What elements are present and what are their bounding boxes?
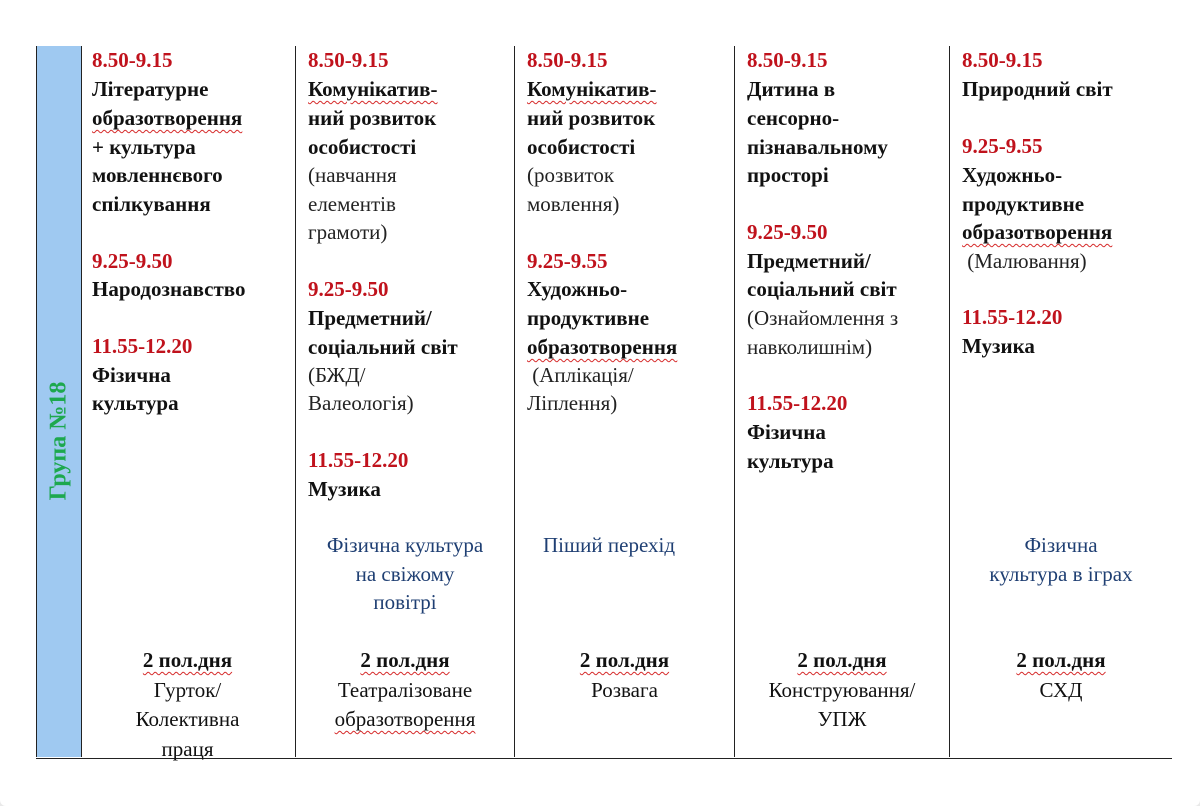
afternoon-heading: 2 пол.дня — [579, 648, 670, 672]
outdoor-activity — [950, 531, 1172, 588]
lesson-subject: Фізична — [92, 363, 171, 387]
outdoor-activity — [296, 531, 514, 617]
lesson-time: 8.50-9.15 — [308, 48, 389, 72]
lesson-subject: Літературне — [92, 77, 209, 101]
outdoor-line: Фізична — [1024, 533, 1098, 557]
lesson-time: 8.50-9.15 — [962, 48, 1043, 72]
afternoon-heading: 2 пол.дня — [360, 648, 450, 672]
lesson-subject: Музика — [962, 334, 1035, 358]
afternoon-activity: Гурток/ — [153, 677, 222, 702]
lesson-note: (БЖД/ — [308, 363, 366, 387]
lesson-time: 11.55-12.20 — [308, 448, 409, 472]
lesson-subject: Комунікатив- — [527, 77, 657, 101]
lesson-subject: соціальний світ — [308, 335, 458, 359]
afternoon-activity: Театралізоване — [337, 677, 473, 702]
afternoon-block — [296, 646, 514, 735]
lesson-subject: просторі — [747, 163, 829, 187]
lesson-subject: Художньо- — [527, 277, 628, 301]
lesson-subject: образотворення — [92, 106, 243, 130]
lesson-subject: Комунікатив- — [308, 77, 438, 101]
lesson-subject: соціальний світ — [747, 277, 897, 301]
day-column-4 — [735, 46, 950, 757]
lesson-time: 11.55-12.20 — [962, 305, 1063, 329]
lesson-time: 11.55-12.20 — [747, 391, 848, 415]
day-column-3 — [515, 46, 735, 757]
lesson-subject: Природний світ — [962, 77, 1113, 101]
afternoon-activity: Колективна — [135, 707, 240, 731]
lesson-subject: сенсорно- — [747, 106, 840, 130]
lesson-note: Валеологія) — [308, 391, 414, 415]
lesson-subject: ний розвиток — [527, 106, 656, 130]
lesson-subject: ний розвиток — [308, 106, 437, 130]
lesson-time: 9.25-9.50 — [747, 220, 828, 244]
lesson-time: 9.25-9.50 — [308, 277, 389, 301]
group-header-cell — [36, 46, 82, 757]
lesson-note: мовлення) — [527, 192, 620, 216]
lesson-subject: мовленнєвого — [92, 163, 223, 187]
lesson-subject: Музика — [308, 477, 381, 501]
lesson-time: 9.25-9.50 — [92, 249, 173, 273]
lesson-time: 8.50-9.15 — [527, 48, 608, 72]
lesson-note: грамоти) — [308, 220, 388, 244]
day-column-5 — [950, 46, 1172, 757]
lesson-time: 9.25-9.55 — [527, 249, 608, 273]
lesson-time: 8.50-9.15 — [747, 48, 828, 72]
outdoor-activity — [543, 531, 734, 560]
afternoon-block — [950, 646, 1172, 705]
lesson-note: навколишнім) — [747, 335, 873, 359]
outdoor-line: культура в іграх — [989, 561, 1133, 586]
day-column-1 — [80, 46, 296, 761]
afternoon-activity: Конструювання/ — [768, 677, 916, 702]
lesson-note: елементів — [308, 192, 396, 216]
afternoon-activity: Розвага — [591, 677, 658, 702]
schedule-table — [36, 46, 1172, 759]
afternoon-block — [735, 646, 949, 735]
lesson-note: (Аплікація/ — [527, 363, 634, 387]
afternoon-heading: 2 пол.дня — [142, 648, 233, 672]
lesson-subject: образотворення — [527, 335, 678, 359]
afternoon-heading: 2 пол.дня — [797, 648, 887, 672]
lesson-subject: продуктивне — [527, 306, 650, 330]
lesson-subject: культура — [747, 449, 834, 473]
lesson-subject: Предметний/ — [308, 306, 432, 330]
outdoor-line: на свіжому — [355, 561, 455, 586]
group-label: Група №18 — [45, 381, 72, 501]
lesson-subject: + культура — [92, 135, 196, 159]
afternoon-heading: 2 пол.дня — [1016, 648, 1106, 672]
lesson-subject: культура — [92, 391, 179, 415]
lesson-time: 9.25-9.55 — [962, 134, 1043, 158]
afternoon-activity: образотворення — [334, 707, 476, 731]
outdoor-line: Піший перехід — [543, 533, 676, 557]
outdoor-line: повітрі — [373, 590, 437, 614]
lesson-note: (Ознайомлення з — [747, 306, 899, 330]
lesson-subject: пізнавальному — [747, 135, 888, 159]
lesson-note: Ліплення) — [527, 391, 618, 415]
lesson-note: (навчання — [308, 163, 397, 187]
lesson-note: (розвиток — [527, 163, 615, 187]
lesson-subject: Предметний/ — [747, 249, 871, 273]
afternoon-activity: УПЖ — [817, 707, 867, 731]
lesson-note: (Малювання) — [962, 249, 1087, 273]
lesson-subject: особистості — [527, 135, 636, 159]
outdoor-line: Фізична культура — [326, 533, 484, 557]
day-column-2 — [296, 46, 515, 757]
lesson-subject: особистості — [308, 135, 417, 159]
afternoon-activity: СХД — [1039, 677, 1083, 702]
lesson-time: 11.55-12.20 — [92, 334, 193, 358]
lesson-subject: Фізична — [747, 420, 826, 444]
afternoon-block — [515, 646, 734, 705]
lesson-time: 8.50-9.15 — [92, 48, 173, 72]
lesson-subject: Народознавство — [92, 277, 246, 301]
lesson-subject: спілкування — [92, 192, 211, 216]
afternoon-activity: праця — [161, 736, 214, 761]
lesson-subject: образотворення — [962, 220, 1113, 244]
lesson-subject: продуктивне — [962, 192, 1085, 216]
afternoon-block — [80, 646, 295, 764]
lesson-subject: Художньо- — [962, 163, 1063, 187]
lesson-subject: Дитина в — [747, 77, 836, 101]
